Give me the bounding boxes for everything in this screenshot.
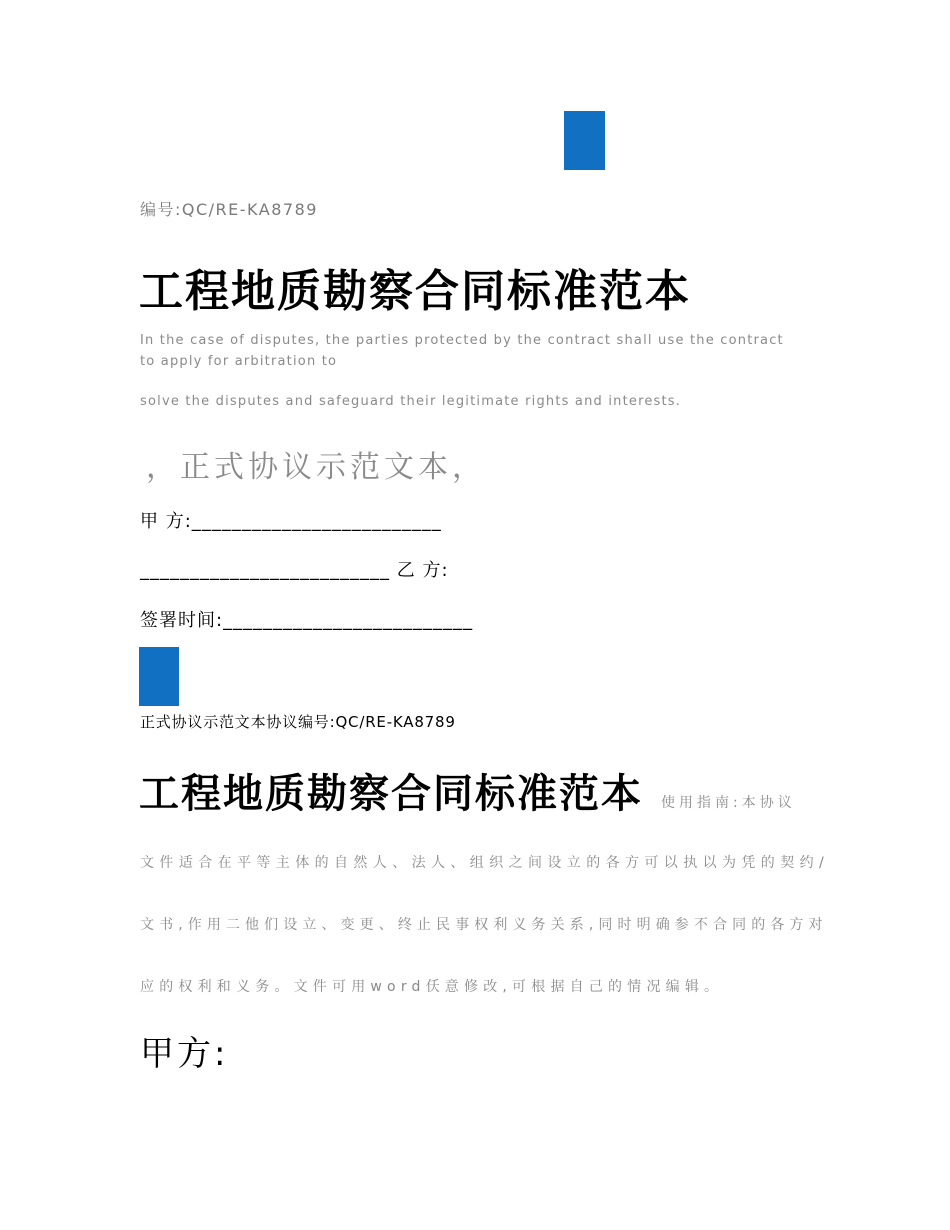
body-title-row — [139, 762, 796, 819]
agreement-number: 正式协议示范文本协议编号:QC/RE-KA8789 — [140, 713, 456, 731]
body-title: 工程地质勘察合同标准范本 — [139, 771, 643, 817]
english-description-line: solve the disputes and safeguard their legitimate rights and interests. — [140, 394, 682, 409]
signing-time-field: 签署时间:_________________________ — [140, 610, 474, 631]
party-a-field: 甲 方:_________________________ — [140, 511, 442, 532]
cover-subtitle: ，正式协议示范文本， — [146, 450, 486, 485]
party-a-heading: 甲方: — [140, 1034, 229, 1074]
usage-guide-line: 应的权利和义务。文件可用word仸意修改,可根据自己的情况编辑。 — [140, 979, 724, 995]
cover-title: 工程地质勘察合同标准范本 — [139, 266, 691, 317]
section-accent-block — [139, 647, 179, 706]
document-number: 编号:QC/RE-KA8789 — [140, 200, 318, 219]
usage-guide-line: 文件适合在平等主体的自然人、法人、组织之间设立的各方可以执以为凭的契约/ — [140, 855, 830, 871]
english-description-line: to apply for arbitration to — [140, 354, 338, 369]
usage-guide-lead: 使用指南:本协议 — [661, 795, 796, 811]
party-b-field: _________________________ 乙 方: — [140, 560, 449, 581]
usage-guide-line: 文书,作用二他们设立、变更、终止民事权利义务关系,同时明确参不合同的各方对 — [140, 917, 828, 933]
english-description-line: In the case of disputes, the parties protected by the contract shall use the contract — [140, 333, 784, 348]
cover-accent-block — [564, 111, 605, 170]
